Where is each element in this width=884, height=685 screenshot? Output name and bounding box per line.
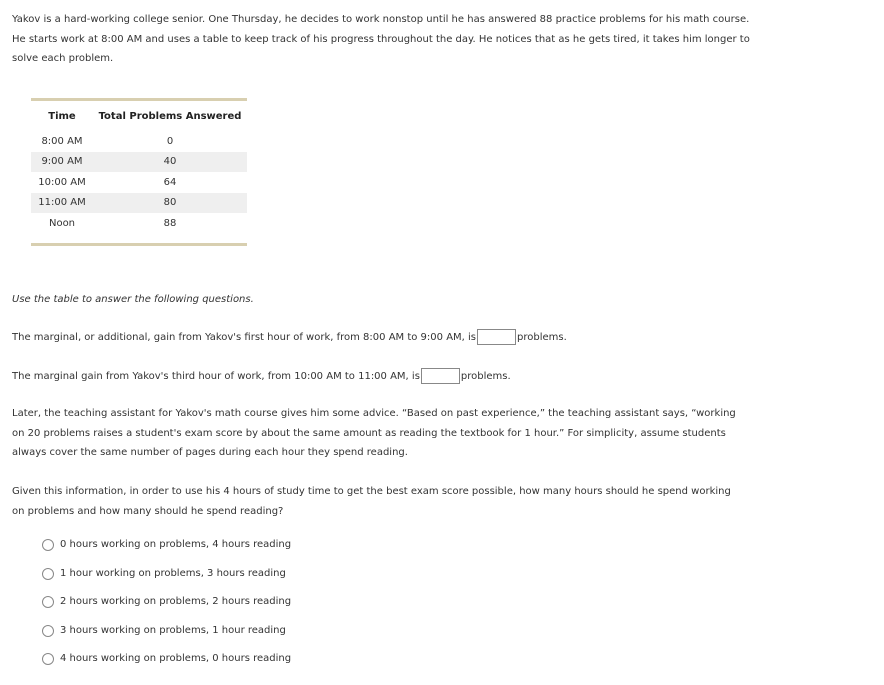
question-2	[12, 368, 511, 386]
q2-text: The marginal gain from Yakov's third hour of work, from 10:00 AM to 11:00 AM, is	[12, 371, 420, 382]
time-cell: 9:00 AM	[31, 152, 93, 173]
radio-button[interactable]	[42, 596, 54, 608]
total-cell: 64	[163, 176, 177, 188]
option-2-hours-problems[interactable]	[42, 593, 291, 622]
total-cell: 40	[93, 152, 247, 173]
option-0-hours-problems[interactable]	[42, 536, 291, 565]
radio-button[interactable]	[42, 568, 54, 580]
q1-text: The marginal, or additional, gain from Yakov's first hour of work, from 8:00 AM to 9:00 AM, is	[12, 332, 477, 343]
total-cell: 80	[93, 193, 247, 214]
radio-button[interactable]	[42, 653, 54, 665]
table-row	[31, 172, 247, 193]
total-cell: 0	[166, 135, 174, 147]
table-row	[31, 152, 247, 173]
time-cell: 10:00 AM	[38, 176, 86, 188]
q2-unit: problems.	[460, 371, 511, 382]
time-cell: 8:00 AM	[41, 135, 83, 147]
study-time-question: Given this information, in order to use his 4 hours of study time to get the best exam score possible, how many hours should he spend working on problems and how many should he spend reading?	[12, 486, 731, 517]
progress-table	[31, 98, 247, 246]
option-3-hours-problems[interactable]	[42, 622, 291, 651]
option-label: 2 hours working on problems, 2 hours reading	[60, 596, 292, 607]
q1-answer-input[interactable]	[477, 329, 516, 345]
option-label: 4 hours working on problems, 0 hours reading	[60, 653, 292, 664]
table-row	[31, 131, 247, 152]
option-label: 3 hours working on problems, 1 hour reading	[60, 624, 286, 636]
time-cell: Noon	[48, 217, 76, 229]
option-label: 0 hours working on problems, 4 hours reading	[60, 539, 292, 550]
table-row	[31, 193, 247, 214]
table-row	[31, 213, 247, 234]
ta-advice-paragraph: Later, the teaching assistant for Yakov's math course gives him some advice. “Based on past experience,” the teaching assistant says, “working on 20 problems raises a student's exam score by about the same amount as reading the textbook for 1 hour.” For simplicity, assume students always cover the same number of pages during each hour they spend reading.	[12, 408, 736, 458]
intro-paragraph: Yakov is a hard-working college senior. One Thursday, he decides to work nonstop until he has answered 88 practice problems for his math course. He starts work at 8:00 AM and uses a table to keep track of his progress throughout the day. He notices that as he gets tired, it takes him longer to solve each problem.	[12, 14, 750, 64]
radio-button[interactable]	[42, 539, 54, 551]
answer-options	[42, 536, 291, 679]
header-time: Time	[48, 110, 76, 122]
time-cell: 11:00 AM	[31, 193, 93, 214]
total-cell: 88	[163, 217, 177, 229]
radio-button[interactable]	[42, 625, 54, 637]
table-bottom-rule	[31, 243, 247, 246]
question-1	[12, 329, 567, 347]
header-total-problems: Total Problems Answered	[98, 110, 242, 122]
option-4-hours-problems[interactable]	[42, 650, 291, 679]
q2-answer-input[interactable]	[421, 368, 460, 384]
instruction-text: Use the table to answer the following questions.	[12, 294, 254, 305]
option-label: 1 hour working on problems, 3 hours reading	[60, 567, 286, 579]
option-1-hour-problems[interactable]	[42, 565, 291, 594]
q1-unit: problems.	[517, 332, 567, 343]
